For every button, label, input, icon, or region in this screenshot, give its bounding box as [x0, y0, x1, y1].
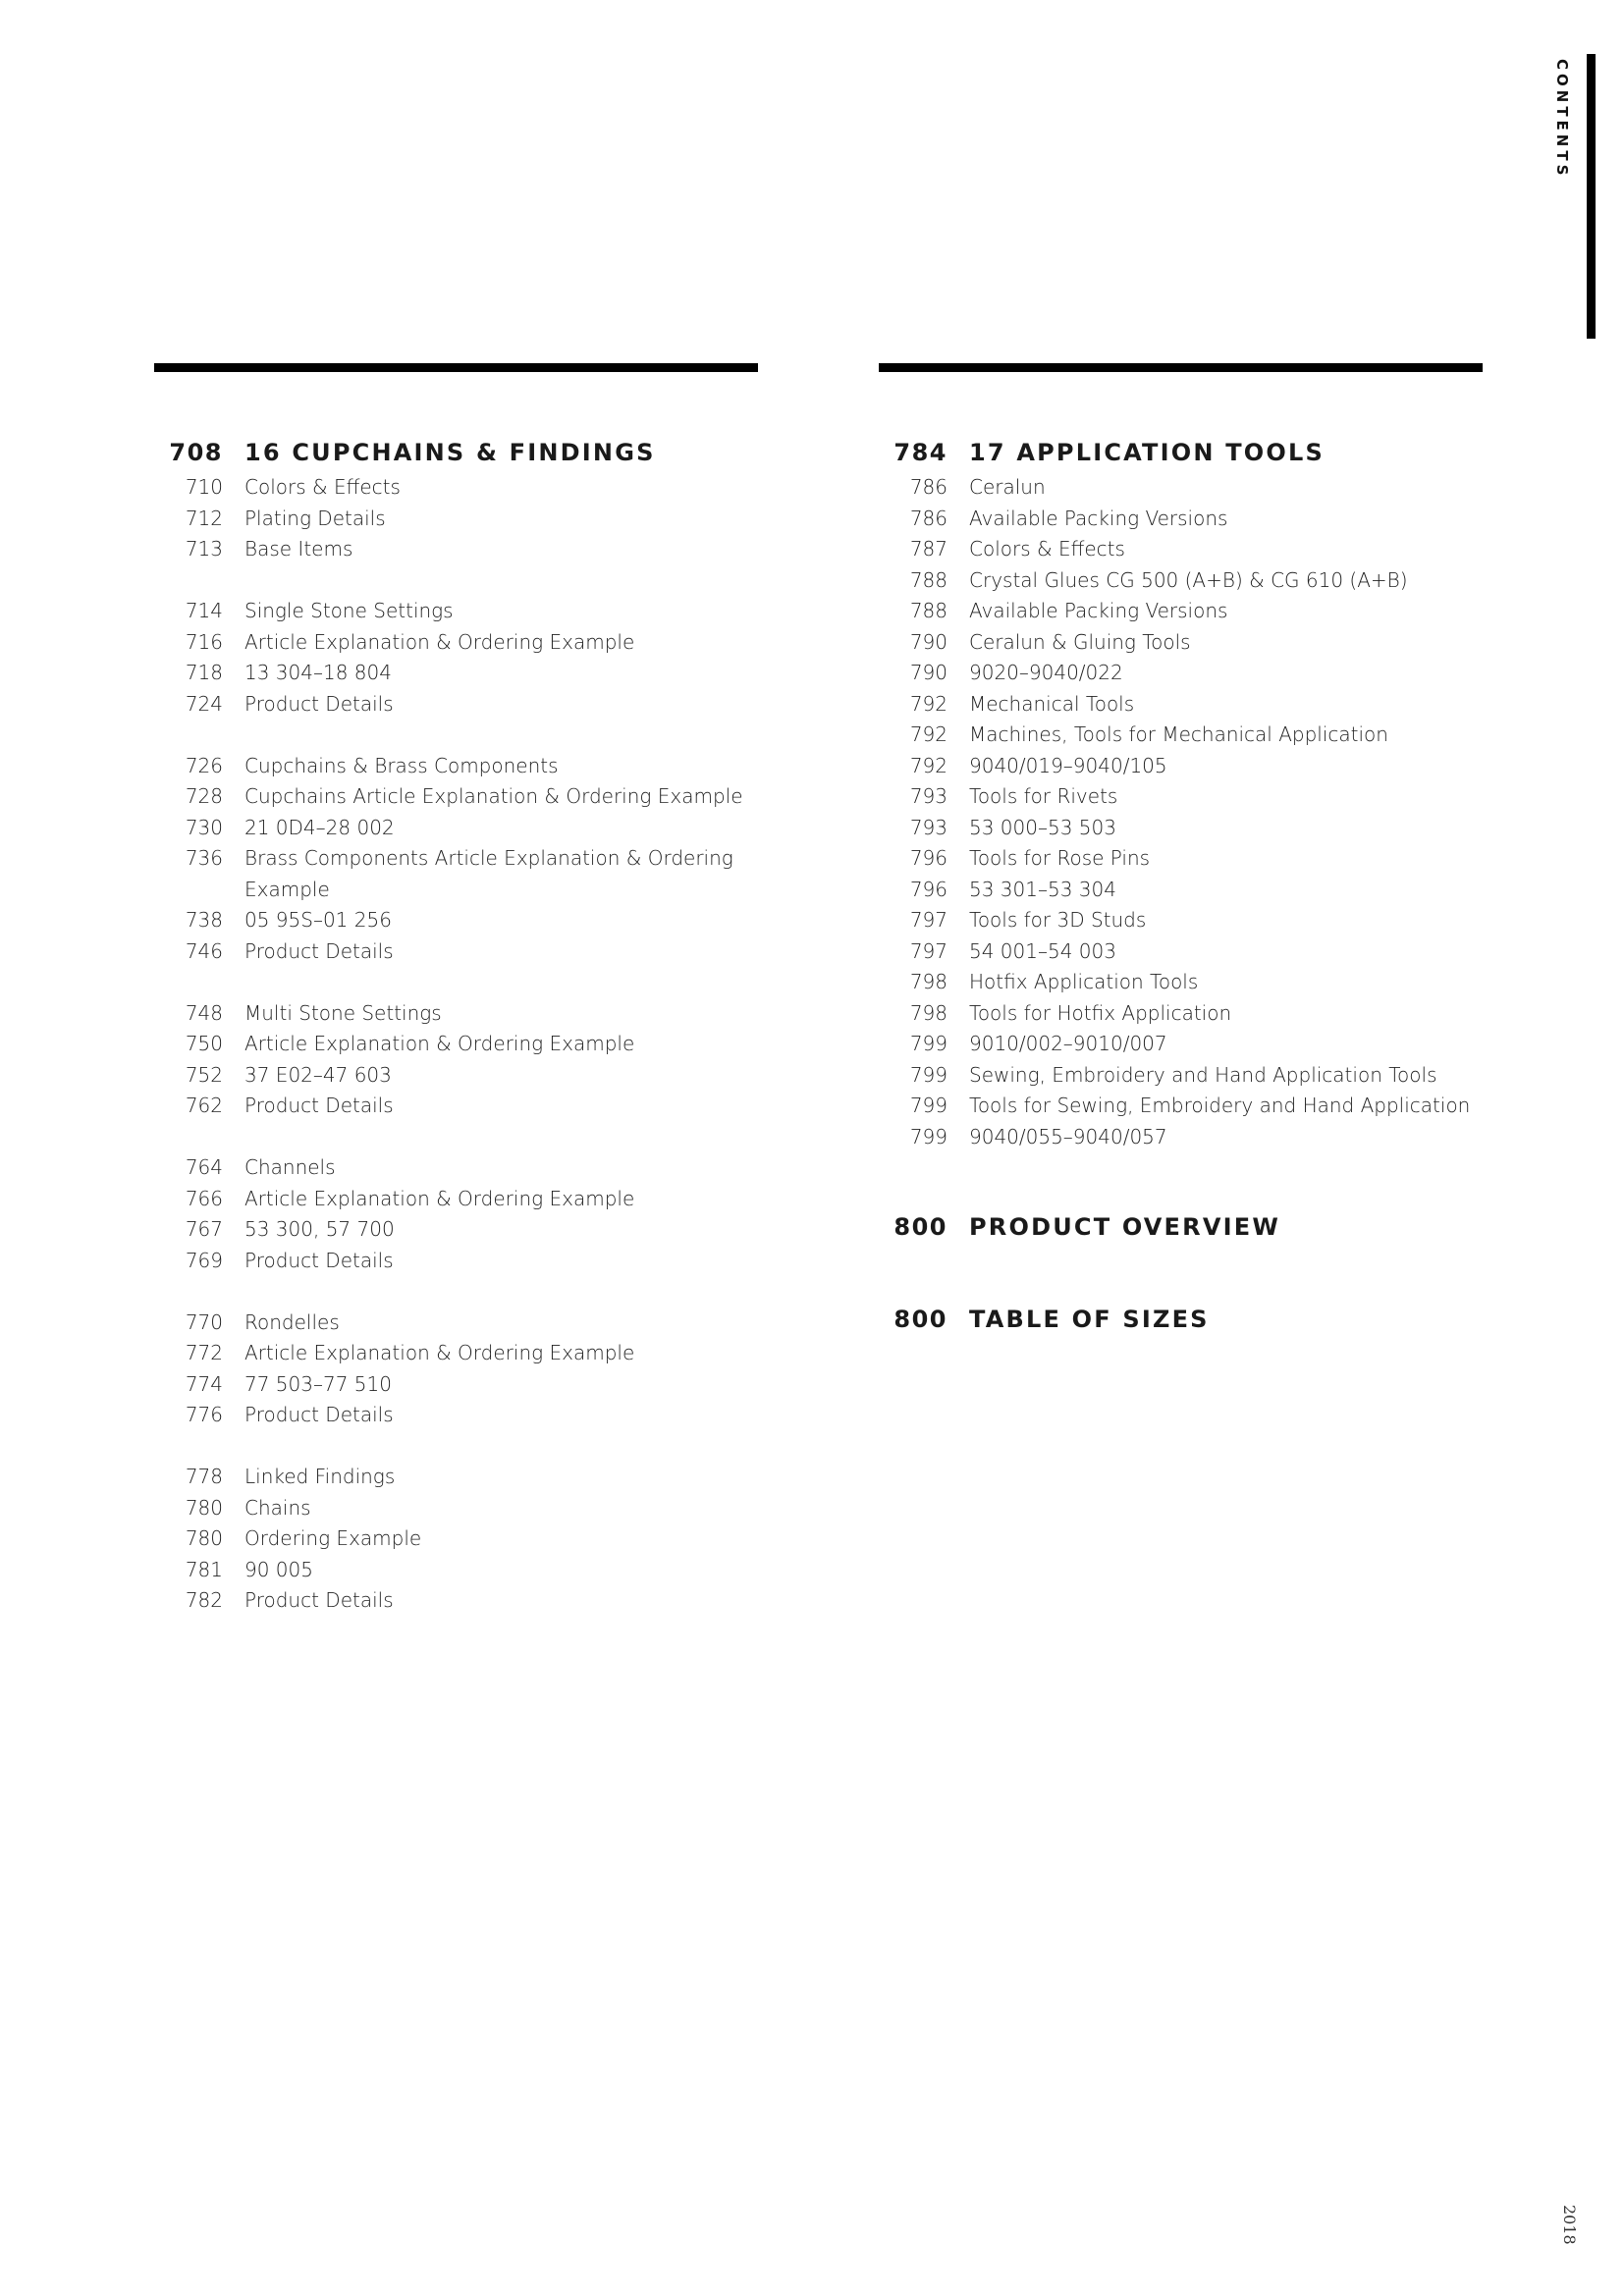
toc-page-number: 781	[185, 1557, 223, 1581]
toc-entry[interactable]	[154, 998, 758, 1030]
toc-page-number: 713	[185, 537, 223, 561]
toc-page-number: 718	[185, 661, 223, 684]
toc-entry-title: 53 300, 57 700	[244, 1217, 395, 1241]
toc-entry[interactable]	[154, 781, 758, 813]
section-title: TABLE OF SIZES	[969, 1306, 1210, 1333]
toc-entry-title: Product Details	[244, 691, 394, 716]
toc-page-number: 797	[909, 938, 947, 963]
toc-column-right	[879, 363, 1483, 1339]
toc-entry[interactable]	[879, 781, 1483, 813]
toc-entry[interactable]	[154, 534, 758, 565]
section-page-number: 800	[893, 1213, 947, 1241]
toc-entry-title: 13 304–18 804	[244, 661, 392, 684]
toc-page-number: 798	[909, 1000, 947, 1025]
toc-entry-title: Ceralun	[969, 475, 1046, 499]
toc-entry[interactable]	[879, 936, 1483, 968]
toc-page-number: 797	[909, 908, 947, 932]
toc-entry-title: Sewing, Embroidery and Hand Application Tools	[969, 1062, 1437, 1087]
year-label: 2018	[1560, 2205, 1579, 2245]
toc-entry-title: 21 0D4–28 002	[244, 815, 395, 839]
toc-entry[interactable]	[154, 751, 758, 782]
toc-page-number: 770	[185, 1309, 223, 1334]
toc-page-number: 736	[185, 846, 223, 870]
toc-entry-title: Crystal Glues CG 500 (A+B) & CG 610 (A+B)	[969, 567, 1408, 592]
toc-entry[interactable]	[154, 472, 758, 504]
toc-entry[interactable]	[154, 1308, 758, 1339]
toc-page-number: 766	[185, 1186, 223, 1210]
toc-page-number: 716	[185, 629, 223, 654]
toc-entry[interactable]	[154, 689, 758, 721]
toc-entry-title: Plating Details	[244, 506, 386, 530]
toc-section-heading[interactable]	[879, 1306, 1483, 1336]
toc-page-number: 714	[185, 599, 223, 622]
toc-entry[interactable]	[879, 720, 1483, 751]
toc-group	[154, 596, 758, 720]
toc-entry-title: Ordering Example	[244, 1526, 422, 1550]
toc-page-number: 792	[909, 753, 947, 777]
toc-page-number: 762	[185, 1094, 223, 1117]
toc-entry-title: Available Packing Versions	[969, 506, 1228, 530]
toc-page-number: 796	[909, 877, 947, 901]
toc-group	[154, 1152, 758, 1276]
toc-entry-title: Article Explanation & Ordering Example	[244, 1341, 635, 1364]
toc-entry[interactable]	[154, 1246, 758, 1277]
toc-entry[interactable]	[879, 565, 1483, 597]
toc-entry-title: 54 001–54 003	[969, 938, 1116, 963]
toc-entry-title: 77 503–77 510	[244, 1371, 392, 1396]
toc-group	[154, 1462, 758, 1617]
toc-entry-title: 9020–9040/022	[969, 661, 1123, 684]
toc-page-number: 792	[909, 722, 947, 746]
toc-page-number: 774	[185, 1371, 223, 1396]
toc-entry-title: Colors & Effects	[969, 537, 1125, 561]
toc-entry[interactable]	[154, 843, 758, 905]
toc-entry[interactable]	[154, 1184, 758, 1215]
toc-entry[interactable]	[154, 627, 758, 659]
toc-page-number: 746	[185, 938, 223, 963]
toc-entry-title: Product Details	[244, 1403, 394, 1426]
toc-entry-title: 53 000–53 503	[969, 815, 1116, 839]
toc-entry-title: 9010/002–9010/007	[969, 1032, 1167, 1055]
toc-entry-title: Base Items	[244, 537, 353, 561]
toc-entry[interactable]	[879, 751, 1483, 782]
toc-entry-title: Chains	[244, 1495, 311, 1520]
section-title: PRODUCT OVERVIEW	[969, 1213, 1281, 1241]
column-rule	[879, 363, 1483, 372]
toc-page-number: 764	[185, 1155, 223, 1179]
toc-page-number: 788	[909, 567, 947, 592]
toc-entry[interactable]	[154, 1400, 758, 1431]
toc-entry[interactable]	[879, 813, 1483, 844]
toc-entry-title: Ceralun & Gluing Tools	[969, 629, 1191, 654]
toc-entry[interactable]	[154, 1214, 758, 1246]
toc-entry[interactable]	[154, 1493, 758, 1524]
toc-page-number: 786	[909, 506, 947, 530]
toc-group	[879, 472, 1483, 1152]
toc-page-number: 793	[909, 784, 947, 808]
toc-page-number: 799	[909, 1062, 947, 1087]
toc-entry[interactable]	[154, 658, 758, 689]
toc-page-number: 790	[909, 629, 947, 654]
toc-entry[interactable]	[879, 534, 1483, 565]
chapter-title: 17 APPLICATION TOOLS	[969, 439, 1325, 466]
toc-page-number: 712	[185, 506, 223, 530]
toc-page-number: 772	[185, 1341, 223, 1364]
toc-entry[interactable]	[154, 1152, 758, 1184]
toc-page-number: 782	[185, 1588, 223, 1612]
toc-page-number: 750	[185, 1032, 223, 1055]
toc-entry-title: Available Packing Versions	[969, 599, 1228, 622]
toc-page-number: 726	[185, 753, 223, 777]
toc-entry-title: Mechanical Tools	[969, 691, 1135, 716]
toc-group	[154, 472, 758, 565]
chapter-page-number: 708	[169, 439, 223, 466]
toc-page-number: 769	[185, 1248, 223, 1272]
toc-entry[interactable]	[154, 596, 758, 627]
section-page-number: 800	[893, 1306, 947, 1333]
toc-entry[interactable]	[154, 1060, 758, 1092]
toc-page-number: 738	[185, 908, 223, 932]
toc-entry[interactable]	[879, 967, 1483, 998]
toc-entry-title: Single Stone Settings	[244, 599, 454, 622]
toc-page-number: 792	[909, 691, 947, 716]
toc-entry[interactable]	[154, 1555, 758, 1586]
toc-entry-title: Article Explanation & Ordering Example	[244, 629, 635, 654]
toc-entry[interactable]	[154, 1523, 758, 1555]
toc-entry[interactable]	[154, 1338, 758, 1369]
toc-page-number: 724	[185, 691, 223, 716]
toc-entry-title: Product Details	[244, 1588, 394, 1612]
toc-entry-title: 9040/019–9040/105	[969, 753, 1167, 777]
toc-entry-title: Channels	[244, 1155, 336, 1179]
side-section-label: CONTENTS	[1553, 59, 1571, 180]
toc-page-number: 799	[909, 1124, 947, 1148]
toc-entry-title: Product Details	[244, 938, 394, 963]
toc-group	[154, 998, 758, 1122]
toc-page-number: 710	[185, 475, 223, 499]
toc-page-number: 793	[909, 815, 947, 839]
toc-page-number: 788	[909, 599, 947, 622]
toc-entry[interactable]	[154, 1029, 758, 1060]
toc-section-heading[interactable]	[879, 1213, 1483, 1244]
toc-entry[interactable]	[154, 1462, 758, 1493]
toc-entry-title: Article Explanation & Ordering Example	[244, 1032, 635, 1055]
toc-entry[interactable]	[879, 998, 1483, 1030]
toc-entry[interactable]	[879, 596, 1483, 627]
toc-entry-title: Tools for Sewing, Embroidery and Hand Application	[969, 1094, 1471, 1117]
toc-entry[interactable]	[879, 689, 1483, 721]
toc-entry-title: 9040/055–9040/057	[969, 1124, 1167, 1148]
toc-entry-title: Tools for Rivets	[969, 784, 1118, 808]
side-tab-bar	[1587, 54, 1596, 339]
toc-page-number: 748	[185, 1000, 223, 1025]
toc-entry-title: Tools for Hotfix Application	[969, 1000, 1232, 1025]
toc-entry[interactable]	[879, 875, 1483, 906]
chapter-title: 16 CUPCHAINS & FINDINGS	[244, 439, 656, 466]
toc-entry-title: Machines, Tools for Mechanical Application	[969, 722, 1388, 746]
toc-group	[154, 1308, 758, 1431]
toc-chapter-heading[interactable]	[154, 439, 758, 469]
toc-chapter-heading[interactable]	[879, 439, 1483, 469]
toc-group	[154, 751, 758, 968]
toc-entry[interactable]	[154, 936, 758, 968]
toc-entry[interactable]	[154, 1585, 758, 1617]
toc-page-number: 767	[185, 1217, 223, 1241]
toc-page-number: 780	[185, 1495, 223, 1520]
toc-entry[interactable]	[879, 504, 1483, 535]
toc-entry-title: Brass Components Article Explanation & Ordering Example	[244, 846, 733, 901]
toc-entry-title: 53 301–53 304	[969, 877, 1116, 901]
toc-entry-title: 05 95S–01 256	[244, 908, 392, 932]
toc-page-number: 786	[909, 475, 947, 499]
toc-entry-title: Tools for Rose Pins	[969, 846, 1151, 870]
toc-entry-title: Cupchains Article Explanation & Ordering Example	[244, 784, 743, 808]
toc-entry[interactable]	[154, 813, 758, 844]
toc-entry-title: 90 005	[244, 1557, 313, 1581]
toc-entry-title: Cupchains & Brass Components	[244, 753, 559, 777]
toc-page-number: 778	[185, 1465, 223, 1488]
toc-entry[interactable]	[879, 905, 1483, 936]
toc-page-number: 728	[185, 784, 223, 808]
toc-page-number: 776	[185, 1403, 223, 1426]
toc-entry-title: Product Details	[244, 1248, 394, 1272]
toc-entry-title: Colors & Effects	[244, 475, 401, 499]
toc-page-number: 752	[185, 1062, 223, 1087]
toc-entry[interactable]	[879, 1029, 1483, 1060]
toc-entry[interactable]	[154, 504, 758, 535]
toc-page-number: 798	[909, 970, 947, 993]
toc-entry[interactable]	[154, 1091, 758, 1122]
toc-entry-title: Linked Findings	[244, 1465, 396, 1488]
toc-entry[interactable]	[879, 843, 1483, 875]
toc-page-number: 796	[909, 846, 947, 870]
toc-entry[interactable]	[154, 905, 758, 936]
toc-entry-title: Article Explanation & Ordering Example	[244, 1186, 635, 1210]
toc-page-number: 790	[909, 661, 947, 684]
toc-entry[interactable]	[879, 658, 1483, 689]
toc-entry[interactable]	[879, 627, 1483, 659]
toc-entry[interactable]	[154, 1369, 758, 1401]
toc-page-number: 799	[909, 1032, 947, 1055]
toc-entry-title: Product Details	[244, 1094, 394, 1117]
toc-entry[interactable]	[879, 1060, 1483, 1092]
toc-page-number: 787	[909, 537, 947, 561]
column-rule	[154, 363, 758, 372]
toc-page-number: 780	[185, 1526, 223, 1550]
chapter-page-number: 784	[893, 439, 947, 466]
toc-page-number: 730	[185, 815, 223, 839]
toc-entry-title: 37 E02–47 603	[244, 1062, 392, 1087]
toc-entry[interactable]	[879, 1122, 1483, 1153]
toc-entry-title: Tools for 3D Studs	[969, 908, 1147, 932]
toc-entry[interactable]	[879, 1091, 1483, 1122]
toc-column-left	[154, 363, 758, 1617]
toc-entry-title: Rondelles	[244, 1309, 340, 1334]
toc-entry[interactable]	[879, 472, 1483, 504]
toc-entry-title: Hotfix Application Tools	[969, 970, 1199, 993]
toc-entry-title: Multi Stone Settings	[244, 1000, 442, 1025]
toc-page-number: 799	[909, 1094, 947, 1117]
